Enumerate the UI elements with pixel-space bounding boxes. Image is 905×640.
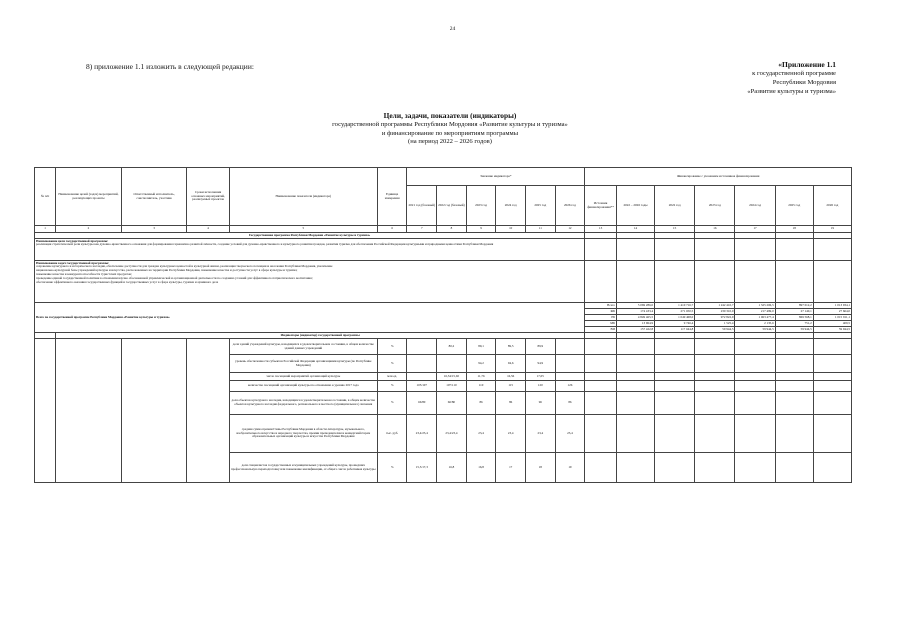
empty-cell (813, 339, 851, 355)
program-title: Государственная программа Республики Мордовия «Развитие культуры и туризма» (35, 233, 585, 239)
empty-cell (735, 373, 775, 381)
column-number: 10 (496, 226, 526, 233)
financing-value: 13 964,9 (616, 321, 654, 327)
indicator-unit: млн ед. (377, 373, 407, 381)
financing-source: ВИ (585, 327, 617, 333)
indicator-value: 66/80 (407, 392, 437, 415)
financing-value: 1 049 468,0 (655, 315, 695, 321)
indicator-value (407, 373, 437, 381)
indicator-value (555, 373, 585, 381)
heading-line-1: Цели, задачи, показатели (индикаторы) (383, 111, 517, 120)
column-number: 4 (187, 226, 229, 233)
column-number: 9 (466, 226, 496, 233)
indicator-value: 80,2 (437, 339, 467, 355)
financing-value: 271 650,5 (655, 309, 695, 315)
indicator-value: 15,5/17,3 (407, 453, 437, 483)
empty-cell (655, 381, 695, 392)
empty-cell (695, 373, 735, 381)
indicator-value (407, 355, 437, 373)
indicator-value: 23,4 (525, 415, 555, 453)
empty-cell (655, 392, 695, 415)
tasks-title: Наименование задач государственной программы: (36, 260, 110, 265)
indicator-unit: % (377, 381, 407, 392)
header-unit: Единица измерения (377, 168, 407, 226)
empty-cell (585, 339, 617, 355)
empty-cell (655, 415, 695, 453)
column-number: 5 (229, 226, 377, 233)
appendix-line-1: к государственной программе (752, 70, 836, 77)
header-y2021: 2021 год (базовый) (407, 186, 437, 226)
column-number: 3 (121, 226, 187, 233)
column-number: 2 (56, 226, 122, 233)
indicators-title: Индикаторы (индикатор) государственной программы (56, 333, 585, 339)
empty-cell (585, 392, 617, 415)
indicator-value: 86 (555, 392, 585, 415)
empty-cell (585, 415, 617, 453)
empty-cell (775, 373, 813, 381)
heading-line-4: (на период 2022 – 2026 годов) (408, 138, 492, 146)
empty-cell (775, 415, 813, 453)
indicator-value (407, 339, 437, 355)
page-number: 24 (449, 26, 456, 32)
column-number: 1 (35, 226, 56, 233)
indicator-value: 94,2 (466, 355, 496, 373)
empty-cell (735, 339, 775, 355)
header-y2024: 2024 год (496, 186, 526, 226)
empty-cell (655, 453, 695, 483)
financing-value: 1 063 477,4 (735, 315, 775, 321)
indicator-unit: % (377, 339, 407, 355)
empty-cell (735, 392, 775, 415)
indicator-name: доля объектов культурного наследия, находящихся в удовлетворительном состоянии, в общем количестве объектов культурного наследия федерального, регионального и местного (муниципального) значения (229, 392, 377, 415)
financing-value: 27 140,1 (775, 309, 813, 315)
indicator-unit: % (377, 355, 407, 373)
header-no: № п/п (35, 168, 56, 226)
header-f2023: 2023 год (695, 186, 735, 226)
financing-value: 972 822,9 (695, 315, 735, 321)
financing-value: 117 644,8 (655, 327, 695, 333)
empty-cell (616, 355, 654, 373)
appendix-block (680, 60, 836, 96)
financing-value: 1 410 716,7 (655, 303, 695, 309)
column-number: 17 (735, 226, 775, 233)
indicator-value: 16,56 (496, 373, 526, 381)
empty-cell (695, 355, 735, 373)
goals-cell (35, 239, 585, 261)
empty-cell (813, 381, 851, 392)
empty-cell (813, 392, 851, 415)
column-number: 18 (775, 226, 813, 233)
financing-value: 59 944,5 (775, 327, 813, 333)
indicator-name: уровень обеспеченности субъектов Российской Федерации организациями культуры (по Республике Мордовия) (229, 355, 377, 373)
empty-cell (585, 355, 617, 373)
financing-value: 157 422,8 (616, 327, 654, 333)
indicator-value: 19 (555, 453, 585, 483)
empty-cell (695, 339, 735, 355)
empty-cell (813, 415, 851, 453)
row-no (35, 339, 56, 483)
column-number: 12 (555, 226, 585, 233)
empty-cell (735, 381, 775, 392)
indicator-value: 105/107 (407, 381, 437, 392)
column-number: 11 (525, 226, 555, 233)
task-line: национально-культурной базы учреждений культуры и искусства, расположенных на территории Республики Мордовия, повышение качества и доступности услуг в сфере культуры и туризма; (36, 268, 298, 273)
empty-cell (775, 392, 813, 415)
empty-cell (775, 381, 813, 392)
empty-cell (655, 373, 695, 381)
indicator-value: 18 (525, 453, 555, 483)
indicator-name: число посещений мероприятий организаций культуры (229, 373, 377, 381)
column-number: 7 (407, 226, 437, 233)
header-f2022: 2022 год (655, 186, 695, 226)
indicator-name: доля зданий учреждений культуры, находящихся в удовлетворительном состоянии, в общем количестве зданий данных учреждений (229, 339, 377, 355)
financing-value: 409,5 (813, 321, 851, 327)
indicator-unit: % (377, 453, 407, 483)
column-numbers-row (35, 226, 852, 233)
empty-cell (585, 373, 617, 381)
empty-cell (585, 381, 617, 392)
tasks-cell (35, 261, 585, 303)
financing-source: РБ (585, 315, 617, 321)
goals-text: реализация стратегической роли культуры как духовно-нравственного основания для формирования гармонично развитой личности, создание условий для духовно-нравственного и культурного развития граждан, развития туризма для обеспечения Российской Федерации культурными и природными ценностями Республики Мордовия (36, 242, 494, 247)
financing-value: 1 242 410,7 (695, 303, 735, 309)
indicator-value: 94,9 (525, 355, 555, 373)
appendix-line-3: «Развитие культуры и туризма» (747, 88, 836, 95)
indicator-value: 126 (555, 381, 585, 392)
indicator-row (35, 339, 852, 355)
indicator-value: 16,34/15,92 (437, 373, 467, 381)
task-line: обеспечение эффективного оказания государственных функций и государственных услуг в сфере культуры, туризма и архивного дела (36, 280, 219, 285)
indicator-value: 16,8 (437, 453, 467, 483)
column-number: 15 (655, 226, 695, 233)
financing-value: 230 310,0 (695, 309, 735, 315)
empty-cell (813, 373, 851, 381)
empty-cell (655, 355, 695, 373)
heading-line-2: государственной программы Республики Мордовия «Развитие культуры и туризма» (332, 120, 568, 128)
header-f2026: 2026 год (813, 186, 851, 226)
column-number: 19 (813, 226, 851, 233)
header-f2025: 2025 год (775, 186, 813, 226)
indicator-value: 94,6 (496, 355, 526, 373)
indicator-value: 23,4 (466, 415, 496, 453)
empty-cell (813, 355, 851, 373)
intro-text: 8) приложение 1.1 изложить в следующей редакции: (86, 62, 254, 71)
indicator-value: 96 (525, 392, 555, 415)
empty-cell (585, 453, 617, 483)
total-label: Всего по государственной программе Республики Мордовия «Развитие культуры и туризма» (35, 303, 585, 333)
indicator-value: 23,4/23,4 (437, 415, 467, 453)
empty-cell (813, 453, 851, 483)
empty-cell (695, 415, 735, 453)
empty-cell (616, 453, 654, 483)
financing-value: 4 849 465,5 (616, 315, 654, 321)
task-line: повышение качества и конкурентоспособности туристских продуктов; (36, 272, 132, 277)
financing-source: ФБ (585, 309, 617, 315)
header-source: Источник финансирования** (585, 186, 617, 226)
empty-cell (616, 392, 654, 415)
appendix-line-2: Республики Мордовия (772, 79, 836, 86)
empty-cell (775, 453, 813, 483)
empty-cell (616, 373, 654, 381)
financing-value: 1 325 206,5 (735, 303, 775, 309)
row-responsible (121, 339, 187, 483)
indicator-value: 16,8 (466, 453, 496, 483)
header-f2024: 2024 год (735, 186, 775, 226)
empty-cell (616, 339, 654, 355)
financing-value: 869 568,1 (775, 315, 813, 321)
indicator-value: 23,4/23,4 (407, 415, 437, 453)
financing-value: 2 135,6 (735, 321, 775, 327)
financing-value: 1 525,4 (695, 321, 735, 327)
row-goal (56, 339, 122, 483)
indicator-value: 17,05 (525, 373, 555, 381)
financing-value: 751,2 (775, 321, 813, 327)
header-y2025: 2025 год (525, 186, 555, 226)
column-number: 16 (695, 226, 735, 233)
indicator-name: доля специалистов государственных и муниципальных учреждений культуры, прошедших профессиональную переподготовку или повышение квалификации, от общего числа работников культуры (229, 453, 377, 483)
indicator-name: средняя сумма премии Главы Республики Мордовия в области литературы, музыкального, изобразительного искусства и народного творчества, премии преподавателям и концертмейстерам образовательных организаций культуры и искусства Республики Мордовия (229, 415, 377, 453)
goals-title: Наименование цели государственной программы: (36, 238, 109, 243)
indicator-value: 89,9 (525, 339, 555, 355)
indicator-value: 86 (496, 392, 526, 415)
indicator-value (555, 339, 585, 355)
column-number: 6 (377, 226, 407, 233)
indicator-unit: тыс. руб. (377, 415, 407, 453)
empty-cell (616, 415, 654, 453)
financing-source: МБ (585, 321, 617, 327)
indicator-name: количество посещений организаций культуры по отношению к уровню 2017 года (229, 381, 377, 392)
empty-cell (775, 355, 813, 373)
indicator-unit: % (377, 392, 407, 415)
header-indicator: Наименование показателя (индикатора) (229, 168, 377, 226)
empty-cell (616, 381, 654, 392)
financing-value: 174 433,4 (616, 309, 654, 315)
header-total-period: 2022 – 2026 годы (616, 186, 654, 226)
header-financing-group: Финансирование с указанием источников финансирования (585, 168, 852, 186)
financing-value: 9 746,4 (655, 321, 695, 327)
empty-cell (735, 355, 775, 373)
program-table (34, 167, 852, 483)
row-deadline (187, 339, 229, 483)
indicator-value: 11,76 (466, 373, 496, 381)
header-y2022: 2022 год (базовый) (437, 186, 467, 226)
indicator-value: 17 (496, 453, 526, 483)
financing-value: 5 069 286,0 (616, 303, 654, 309)
financing-value: 1 015 911,1 (813, 315, 851, 321)
task-line: проведение единой государственной политики в отношении научно обоснованной управленческой и организационной деятельности по созданию условий для эффективного патриотического воспитания; (36, 276, 313, 281)
indicator-value: 110 (466, 381, 496, 392)
empty-cell (695, 392, 735, 415)
task-line: сохранение культурного и исторического наследия, обеспечение доступности для граждан культурных ценностей и культурной жизни, реализация творческого потенциала населения Республики Мордовия, увеличение (36, 264, 333, 269)
indicator-value: 23,4 (555, 415, 585, 453)
financing-source: Всего (585, 303, 617, 309)
header-goal: Наименование целей (задач) мероприятий, реализующих проекты (56, 168, 122, 226)
heading-line-3: и финансирование по мероприятиям программы (381, 129, 519, 137)
indicator-value: 23,4 (496, 415, 526, 453)
financing-value: 59 944,5 (813, 327, 851, 333)
empty-cell (695, 381, 735, 392)
appendix-title: «Приложение 1.1 (778, 60, 836, 69)
financing-value: 897 012,2 (775, 303, 813, 309)
column-number: 14 (616, 226, 654, 233)
financing-value: 1 013 934,1 (813, 303, 851, 309)
indicator-value: 66/80 (437, 392, 467, 415)
financing-value: 27 664,0 (813, 309, 851, 315)
empty-cell (735, 415, 775, 453)
indicator-value: 89,5 (496, 339, 526, 355)
indicator-value: 115 (496, 381, 526, 392)
financing-value: 59 944,5 (735, 327, 775, 333)
header-y2023: 2023 год (466, 186, 496, 226)
empty-cell (735, 453, 775, 483)
column-number: 13 (585, 226, 617, 233)
table-body (35, 168, 852, 483)
header-y2026: 2026 год (555, 186, 585, 226)
header-values-group: Значение индикатора* (407, 168, 585, 186)
header-deadline: Сроки исполнения основных мероприятий, реализуемых проектов (187, 168, 229, 226)
empty-cell (775, 339, 813, 355)
financing-value: 59 944,5 (695, 327, 735, 333)
empty-cell (695, 453, 735, 483)
indicator-value (555, 355, 585, 373)
column-number: 8 (437, 226, 467, 233)
indicator-value (437, 355, 467, 373)
indicator-value: 120 (525, 381, 555, 392)
financing-value: 217 499,0 (735, 309, 775, 315)
document-heading (230, 112, 670, 147)
indicator-value: 86 (466, 392, 496, 415)
indicator-value: 89,1 (466, 339, 496, 355)
header-responsible: Ответственный исполнитель, соисполнитель, участник (121, 168, 187, 226)
indicator-value: 107/110 (437, 381, 467, 392)
empty-cell (655, 339, 695, 355)
